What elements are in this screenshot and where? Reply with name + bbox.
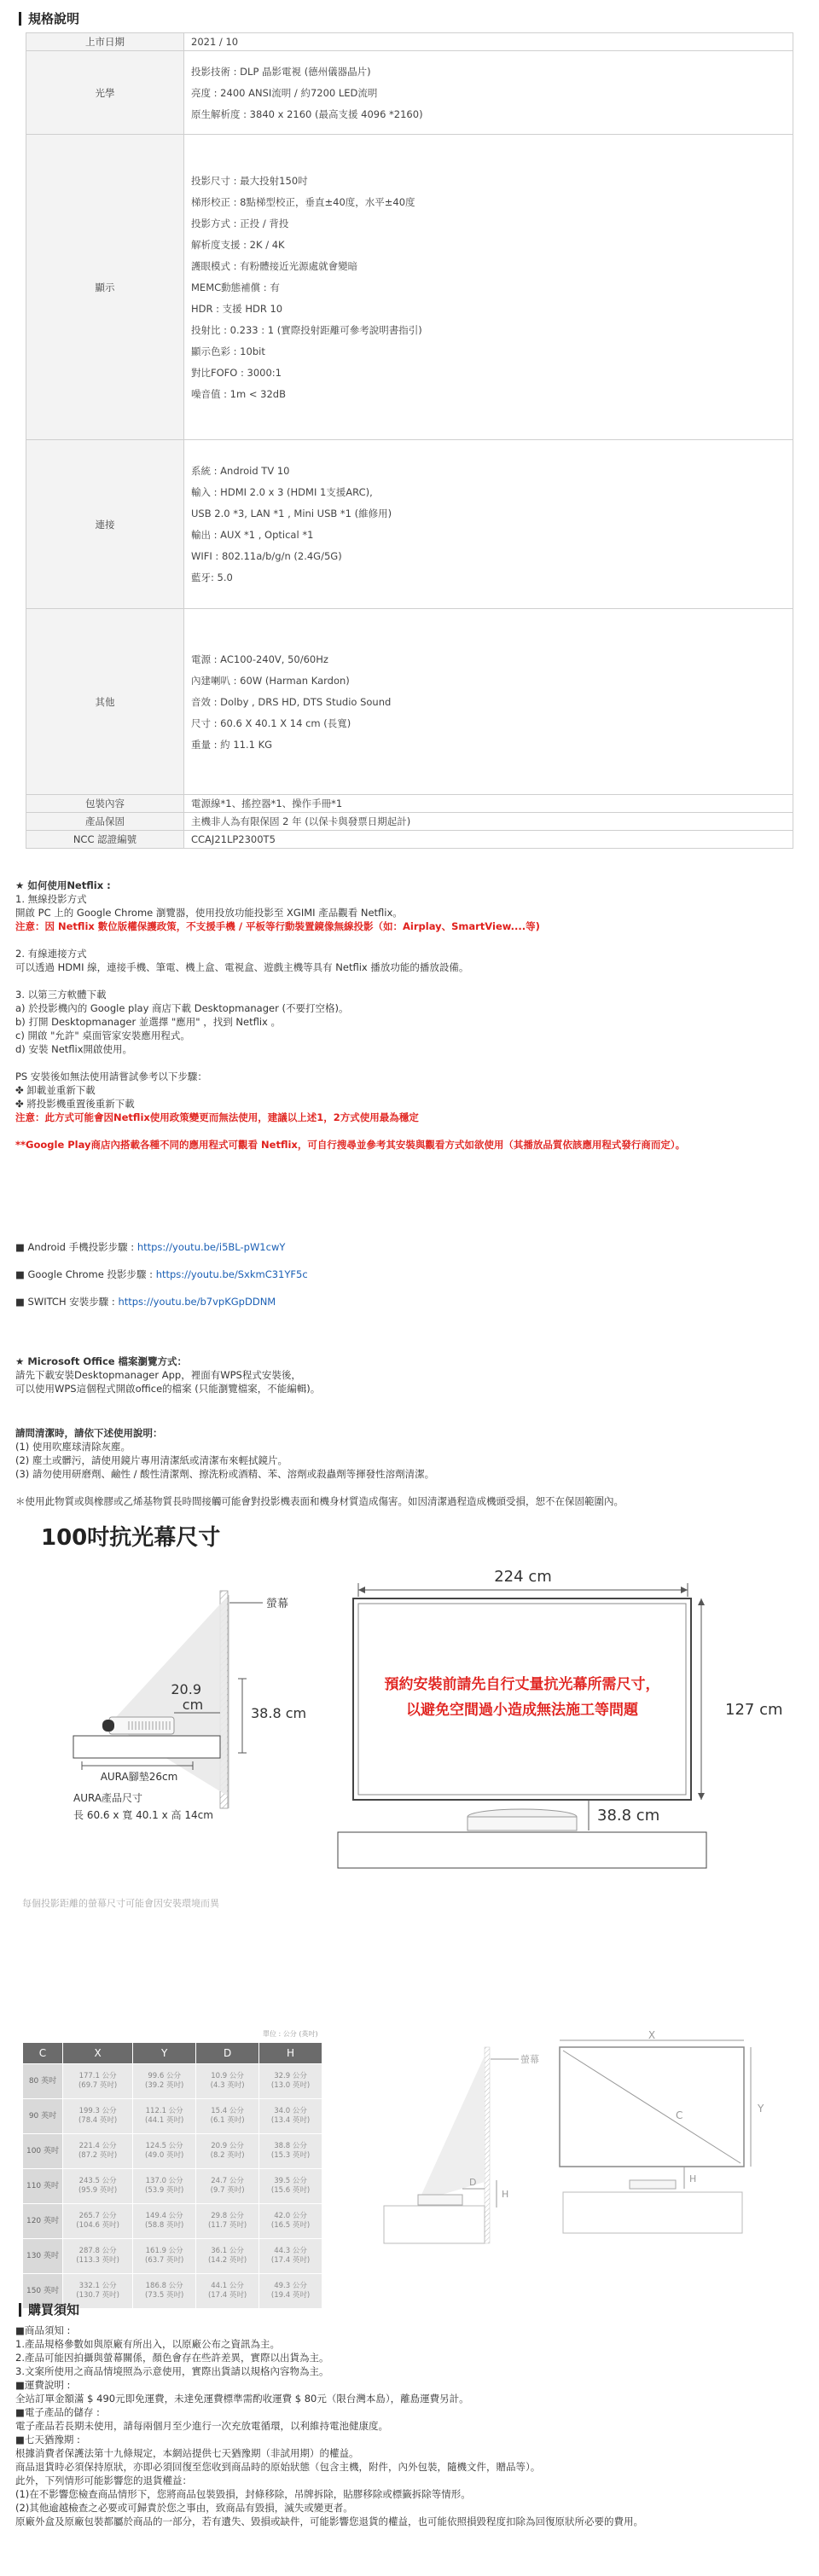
size-cell-line: 32.9 公分 [274,2072,307,2080]
spec-value-line: 噪音值 : 1m < 32dB [191,387,286,400]
spec-value-line: 解析度支援 : 2K / 4K [191,238,285,251]
spec-value-line: 護眼模式 : 有粉體接近光源處就會變暗 [191,259,358,272]
arrow-head [698,1793,705,1800]
size-cell-d [196,2169,259,2204]
spec-value-line: CCAJ21LP2300T5 [191,833,276,845]
cleaning-section [15,1426,809,1508]
size-cell-line: (130.7 英吋) [76,2291,119,2300]
size-cell-line: (6.1 英吋) [210,2116,245,2125]
size-cell-line: 265.7 公分 [78,2212,117,2220]
size-table [22,2042,322,2309]
spec-key: 顯示 [26,135,184,440]
spec-value-line: 音效 : Dolby , DRS HD, DTS Studio Sound [191,695,392,708]
purchase-line: 3.文案所使用之商品情境照為示意使用，實際出貨請以規格內容物為主。 [15,2365,329,2377]
side-diagram [358,2030,819,2286]
size-cell-d [196,2239,259,2274]
size-cell-line: 99.6 公分 [148,2072,181,2080]
spec-value [184,135,793,440]
size-cell-line: (49.0 英吋) [145,2151,184,2160]
netflix-section [15,879,809,1152]
size-cell-line: 38.8 公分 [274,2142,307,2150]
cleaning-line: (1) 使用吹塵球清除灰塵。 [15,1441,131,1453]
purchase-section-title: 購買須知 [19,2303,79,2317]
link-label: ■ Android 手機投影步驟 : [15,1241,137,1253]
spec-key: 包裝內容 [26,795,184,813]
spec-value-line: 尺寸 : 60.6 X 40.1 X 14 cm (長寬) [191,717,351,729]
link-label: ■ SWITCH 安裝步驟 : [15,1296,119,1308]
spec-row [26,33,793,51]
size-cell-line: (11.7 英吋) [207,2221,247,2230]
distance-label-value: 20.9 [171,1681,201,1697]
purchase-line: ■商品須知 : [15,2324,71,2336]
side-screen-label: 螢幕 [520,2054,539,2065]
col-header-y: Y [133,2043,196,2064]
col-header-c: C [23,2043,63,2064]
purchase-line: ■電子產品的儲存 : [15,2406,100,2418]
size-cell-line: 29.8 公分 [211,2212,244,2220]
arrow-head [681,1587,688,1593]
office-section [15,1355,809,1395]
spec-value-line: 輸出 : AUX *1 , Optical *1 [191,529,314,541]
col-header-d: D [196,2043,259,2064]
link-row-switch [15,1295,809,1308]
size-cell-c: 120 英吋 [23,2204,63,2239]
spec-value [184,831,793,849]
size-cell-line: (39.2 英吋) [145,2081,184,2090]
cleaning-note: ＊使用此物質或與橡膠或乙烯基物質長時間接觸可能會對投影機表面和機身材質造成傷害。如因清潔過程造成機頭受損，恕不在保固範圍內。 [15,1495,624,1507]
size-row [23,2099,322,2134]
spec-value-line: 顯示色彩 : 10bit [191,345,265,357]
size-cell-line: 332.1 公分 [78,2282,117,2290]
col-header-h: H [259,2043,322,2064]
netflix-play-warning: **Google Play商店內搭載各種不同的應用程式可觀看 Netflix，可自行搜尋並參考其安裝與觀看方式如欲使用（其播放品質依該應用程式發行商而定）。 [15,1139,686,1151]
link-label: ■ Google Chrome 投影步驟 : [15,1268,156,1280]
size-cell-y [133,2239,196,2274]
size-cell-line: (13.4 英吋) [270,2116,311,2125]
size-cell-c: 150 英吋 [23,2274,63,2309]
size-cell-line: (17.4 英吋) [270,2256,311,2265]
netflix-s2-title: 2. 有線連接方式 [15,948,87,960]
chrome-tutorial-link[interactable]: https://youtu.be/SxkmC31YF5c [155,1268,308,1280]
purchase-line: (1)在不影響您檢查商品情形下，您將商品包裝毀損，封條移除，吊牌拆除，貼膠移除或標籤拆除等情形。 [15,2488,471,2500]
size-cell-c: 90 英吋 [23,2099,63,2134]
size-cell-h [259,2134,322,2169]
purchase-line: 2.產品可能因拍攝與螢幕關係，顏色會存在些許差異，實際以出貨為主。 [15,2352,329,2364]
size-cell-y [133,2274,196,2309]
size-cell-y [133,2099,196,2134]
netflix-ps-step: ✤ 卸載並重新下載 [15,1084,96,1096]
size-cell-c: 100 英吋 [23,2134,63,2169]
spec-value-line: 電源 : AC100-240V, 50/60Hz [191,653,328,665]
size-cell-line: 287.8 公分 [78,2247,117,2255]
size-row [23,2169,322,2204]
netflix-s2-body: 可以透過 HDMI 線，連接手機、筆電、機上盒、電視盒、遊戲主機等具有 Netflix 播放功能的播放設備。 [15,961,469,973]
size-cell-line: 15.4 公分 [211,2107,244,2115]
netflix-s3-step: d) 安裝 Netflix開啟使用。 [15,1043,133,1055]
size-cell-line: (104.6 英吋) [76,2221,119,2230]
spec-value [184,795,793,813]
netflix-s1-body: 開啟 PC 上的 Google Chrome 瀏覽器，使用投放功能投影至 XGIMI 產品觀看 Netflix。 [15,907,403,919]
spec-value-line: 投射比 : 0.233 : 1 (實際投射距離可參考說明書指引) [191,323,422,336]
y-label: Y [758,2103,764,2115]
size-row [23,2064,322,2099]
install-warning-line-2: 以避免空間過小造成無法施工等問題 [406,1702,638,1719]
spec-row [26,51,793,135]
side-wall [485,2047,490,2243]
purchase-line: 原廠外盒及原廠包裝都屬於商品的一部分，若有遺失、毀損或缺件，可能影響您退貨的權益，也可能依照損毀程度扣除為回復原狀所必要的費用。 [15,2515,643,2527]
size-table-unit: 單位 : 公分 (英吋) [263,2030,318,2038]
size-cell-line: (13.0 英吋) [270,2081,311,2090]
spec-key: 上市日期 [26,33,184,51]
x-label: X [648,2030,656,2041]
distance-label-unit: cm [182,1697,204,1713]
size-cell-x [63,2134,133,2169]
size-cell-d [196,2134,259,2169]
size-cell-line: 10.9 公分 [211,2072,244,2080]
size-cell-line: (58.8 英吋) [145,2221,184,2230]
spec-value-line: 原生解析度 : 3840 x 2160 (最高支援 4096 *2160) [191,107,423,120]
netflix-s3-title: 3. 以第三方軟體下載 [15,989,107,1001]
spec-value-line: 亮度 : 2400 ANSI流明 / 約7200 LED流明 [191,86,378,99]
office-line: 請先下載安裝Desktopmanager App，裡面有WPS程式安裝後， [15,1369,301,1381]
size-cell-line: 49.3 公分 [274,2282,307,2290]
size-cell-x [63,2239,133,2274]
size-cell-line: (53.9 英吋) [145,2186,184,2195]
netflix-s3-step: c) 開啟 "允許" 桌面管家安裝應用程式。 [15,1030,190,1041]
spec-key: 光學 [26,51,184,135]
side-projector [418,2195,462,2205]
office-title: ★ Microsoft Office 檔案瀏覽方式： [15,1355,188,1367]
size-cell-line: 137.0 公分 [145,2177,183,2185]
size-cell-y [133,2064,196,2099]
purchase-line: 1.產品規格參數如與原廠有所出入，以原廠公布之資訊為主。 [15,2338,280,2350]
size-cell-line: 161.9 公分 [145,2247,183,2255]
size-cell-line: 44.3 公分 [274,2247,307,2255]
size-cell-line: 24.7 公分 [211,2177,244,2185]
spec-row [26,609,793,795]
size-cell-line: (87.2 英吋) [78,2151,118,2160]
size-cell-d [196,2274,259,2309]
spec-value-line: 投影方式 : 正投 / 背投 [191,217,289,229]
size-cell-line: 199.3 公分 [78,2107,117,2115]
spec-row [26,813,793,831]
spec-key: 其他 [26,609,184,795]
size-cell-line: (4.3 英吋) [210,2081,245,2090]
size-cell-h [259,2169,322,2204]
cleaning-title: 請問清潔時，請依下述使用說明： [15,1427,163,1439]
size-cell-h [259,2204,322,2239]
spec-key: NCC 認證編號 [26,831,184,849]
netflix-title: ★ 如何使用Netflix : [15,879,111,891]
size-cell-x [63,2204,133,2239]
netflix-s3-step: b) 打開 Desktopmanager 並選擇 "應用" ，找到 Netflix 。 [15,1016,281,1028]
size-cell-c: 110 英吋 [23,2169,63,2204]
size-cell-line: 44.1 公分 [211,2282,244,2290]
size-cell-line: (44.1 英吋) [145,2116,184,2125]
purchase-line: ■運費說明 : [15,2379,71,2391]
product-size-value: 長 60.6 x 寬 40.1 x 高 14cm [73,1809,213,1821]
spec-value-line: 內建喇叭 : 60W (Harman Kardon) [191,674,350,687]
size-cell-line: (9.7 英吋) [210,2186,245,2195]
spec-value-line: 2021 / 10 [191,36,239,48]
purchase-line: (2)其他逾越檢查之必要或可歸責於您之事由，致商品有毀損，滅失或變更者。 [15,2502,353,2514]
size-cell-line: (19.4 英吋) [270,2291,311,2300]
spec-value-line: MEMC動態補償 : 有 [191,281,280,293]
size-cell-h [259,2274,322,2309]
size-cell-x [63,2099,133,2134]
netflix-s1-title: 1. 無線投影方式 [15,893,87,905]
size-cell-y [133,2134,196,2169]
size-cell-line: (15.3 英吋) [270,2151,311,2160]
spec-row [26,135,793,440]
d-label: D [469,2177,477,2188]
size-cell-line: 186.8 公分 [145,2282,183,2290]
side-cabinet [384,2206,485,2243]
size-cell-line: (16.5 英吋) [270,2221,311,2230]
link-row-android [15,1240,809,1254]
size-cell-line: 124.5 公分 [145,2142,183,2150]
spec-value-line: 重量 : 約 11.1 KG [191,738,273,751]
size-cell-line: (73.5 英吋) [145,2291,184,2300]
size-row [23,2204,322,2239]
arrow-head [698,1598,705,1605]
screen-frame [353,1598,691,1800]
width-label: 224 cm [494,1568,552,1586]
screen-label: 螢幕 [266,1598,289,1610]
cabinet-left [73,1736,220,1758]
spec-value-line: 投影尺寸 : 最大投射150吋 [191,174,308,187]
netflix-s1-warning: 注意：因 Netflix 數位版權保護政策，不支援手機 / 平板等行動裝置鏡像無線投影（如：Airplay、SmartView....等) [15,920,540,932]
size-cell-line: 221.4 公分 [78,2142,117,2150]
spec-value-line: 電源線*1、搖控器*1、操作手冊*1 [191,798,343,809]
spec-section-title: 規格說明 [19,12,79,26]
purchase-line: 商品退貨時必須保持原狀，亦即必須回復至您收到商品時的原始狀態（包含主機，附件，內外包裝，隨機文件，贈品等）。 [15,2461,541,2473]
col-header-x: X [63,2043,133,2064]
size-cell-line: (14.2 英吋) [207,2256,247,2265]
arrow-head [358,1587,365,1593]
size-cell-line: (69.7 英吋) [78,2081,118,2090]
spec-value-line: 投影技術 : DLP 晶影電視 (德州儀器晶片) [191,65,371,78]
diagram-caption: 每個投影距離的螢幕尺寸可能會因安裝環境而異 [22,1898,219,1909]
size-cell-line: 243.5 公分 [78,2177,117,2185]
size-cell-line: 149.4 公分 [145,2212,183,2220]
spec-value-line: 梯形校正 : 8點梯型校正，垂直±40度，水平±40度 [191,195,415,208]
spec-value-line: USB 2.0 *3, LAN *1 , Mini USB *1 (維修用) [191,508,392,519]
size-cell-h [259,2099,322,2134]
lens-height-label: 38.8 cm [251,1705,307,1721]
size-cell-y [133,2204,196,2239]
spec-value-line: 輸入 : HDMI 2.0 x 3 (HDMI 1支援ARC), [191,486,373,498]
netflix-ps-warning: 注意：此方式可能會因Netflix使用政策變更而無法使用，建議以上述1，2方式使用最為穩定 [15,1111,419,1123]
size-row [23,2134,322,2169]
front-projector [630,2180,676,2189]
cleaning-line: (3) 請勿使用研磨劑、鹼性 / 酸性清潔劑、擦洗粉或酒精、苯、溶劑或殺蟲劑等揮發性溶劑清潔。 [15,1468,435,1480]
size-cell-line: 34.0 公分 [274,2107,307,2115]
spec-value-line: 主機非人為有限保固 2 年 (以保卡與發票日期起計) [191,815,411,827]
purchase-line: 根據消費者保護法第十九條規定，本網站提供七天猶豫期（非試用期）的權益。 [15,2447,359,2459]
spec-row [26,831,793,849]
product-size-title: AURA產品尺寸 [73,1792,143,1804]
cleaning-line: (2) 塵土或髒污，請使用鏡片專用清潔紙或清潔布來輕拭鏡片。 [15,1454,288,1466]
spec-value [184,440,793,609]
cabinet-right [338,1832,706,1868]
netflix-ps-title: PS 安裝後如無法使用請嘗試參考以下步驟： [15,1070,207,1082]
switch-tutorial-link[interactable]: https://youtu.be/b7vpKGpDDNM [118,1296,276,1308]
height-label: 127 cm [725,1701,783,1719]
spec-value-line: 對比FOFO : 3000:1 [191,366,282,379]
office-line: 可以使用WPS這個程式開啟office的檔案 (只能瀏覽檔案，不能編輯)。 [15,1383,321,1395]
cabinet-height-label: 38.8 cm [597,1807,660,1825]
size-cell-h [259,2239,322,2274]
size-cell-line: (95.9 英吋) [78,2186,118,2195]
size-cell-line: (8.2 英吋) [210,2151,245,2160]
netflix-s3-step: a) 於投影機內的 Google play 商店下載 Desktopmanager (不要打空格)。 [15,1002,349,1014]
size-cell-line: 36.1 公分 [211,2247,244,2255]
size-cell-h [259,2064,322,2099]
size-cell-line: 20.9 公分 [211,2142,244,2150]
spec-key: 連接 [26,440,184,609]
spec-value-line: WIFI : 802.11a/b/g/n (2.4G/5G) [191,550,342,562]
size-cell-d [196,2099,259,2134]
spec-value-line: HDR : 支援 HDR 10 [191,302,283,315]
aura-foot-label: AURA腳墊26cm [100,1771,178,1783]
size-cell-line: (17.4 英吋) [207,2291,247,2300]
size-cell-x [63,2064,133,2099]
install-warning-line-1: 預約安裝前請先自行丈量抗光幕所需尺寸， [384,1676,660,1693]
size-cell-line: 39.5 公分 [274,2177,307,2185]
h-label: H [502,2189,509,2200]
purchase-line: 全站訂單金額滿 $ 490元即免運費，未達免運費標準需酌收運費 $ 80元（限台灣本島），離島運費另計。 [15,2393,469,2405]
purchase-notes [15,2324,809,2528]
spec-value [184,51,793,135]
size-cell-line: (113.3 英吋) [76,2256,119,2265]
size-cell-line: (15.6 英吋) [270,2186,311,2195]
spec-value [184,33,793,51]
purchase-line: 此外，下列情形可能影響您的退貨權益： [15,2474,192,2486]
size-row [23,2239,322,2274]
spec-value [184,609,793,795]
spec-row [26,795,793,813]
spec-value-line: 藍牙: 5.0 [191,571,233,583]
android-tutorial-link[interactable]: https://youtu.be/i5BL-pW1cwY [136,1241,286,1253]
size-cell-d [196,2064,259,2099]
projector-lens [102,1720,114,1732]
link-row-chrome [15,1268,809,1281]
c-label: C [676,2109,683,2121]
size-cell-d [196,2204,259,2239]
spec-key: 產品保固 [26,813,184,831]
size-cell-line: (78.4 英吋) [78,2116,118,2125]
size-cell-c: 80 英吋 [23,2064,63,2099]
tutorial-links [15,1240,809,1308]
installation-diagram [0,1535,819,1877]
netflix-ps-step: ✤ 將投影機重置後重新下載 [15,1098,135,1110]
size-cell-line: 177.1 公分 [78,2072,117,2080]
h2-label: H [689,2173,697,2184]
purchase-line: ■七天猶豫期 : [15,2434,80,2445]
size-cell-y [133,2169,196,2204]
purchase-line: 電子產品若長期未使用，請每兩個月至少進行一次充放電循環，以利維持電池健康度。 [15,2420,388,2432]
front-cabinet [563,2192,742,2233]
size-cell-line: (63.7 英吋) [145,2256,184,2265]
size-cell-line: 42.0 公分 [274,2212,307,2220]
size-cell-x [63,2169,133,2204]
spec-value-line: 系統 : Android TV 10 [191,465,290,477]
size-cell-c: 130 英吋 [23,2239,63,2274]
dimension-title: 100吋抗光幕尺寸 [41,1525,221,1551]
spec-value [184,813,793,831]
projector-front-body [468,1817,577,1830]
spec-table [26,32,793,849]
spec-row [26,440,793,609]
size-cell-line: 112.1 公分 [145,2107,183,2115]
